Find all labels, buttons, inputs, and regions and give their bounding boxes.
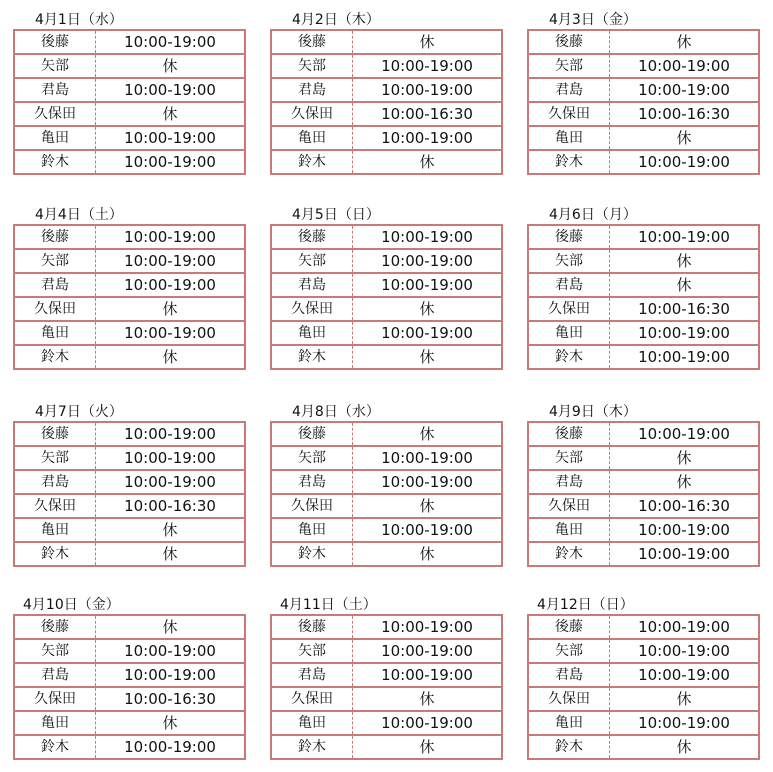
table-row	[271, 297, 502, 321]
staff-name: 後藤	[528, 225, 610, 249]
day-title: 4月11日（土）	[280, 597, 377, 613]
staff-name: 亀田	[14, 126, 96, 150]
shift-hours: 休	[419, 425, 435, 443]
staff-name: 君島	[271, 663, 353, 687]
staff-name: 矢部	[14, 639, 96, 663]
shift-hours: 休	[162, 618, 178, 636]
table-row	[528, 494, 759, 518]
staff-name: 亀田	[271, 321, 353, 345]
table-row	[14, 687, 245, 711]
day-title: 4月8日（水）	[292, 404, 380, 420]
day-title: 4月5日（日）	[292, 207, 380, 223]
table-row	[271, 615, 502, 639]
table-row	[14, 321, 245, 345]
staff-name: 君島	[271, 78, 353, 102]
schedule-table	[527, 614, 760, 760]
day-schedule	[270, 597, 503, 760]
day-title: 4月12日（日）	[537, 597, 634, 613]
table-row	[528, 126, 759, 150]
day-title: 4月2日（木）	[292, 12, 380, 28]
staff-name: 矢部	[528, 639, 610, 663]
shift-hours: 10:00-19:00	[124, 228, 216, 246]
table-row	[271, 663, 502, 687]
table-row	[271, 711, 502, 735]
table-row	[528, 54, 759, 78]
table-row	[528, 30, 759, 54]
shift-hours: 10:00-19:00	[610, 518, 760, 542]
staff-name: 鈴木	[271, 735, 353, 759]
day-schedule	[13, 207, 246, 370]
shift-hours: 10:00-19:00	[610, 321, 760, 345]
day-schedule	[13, 12, 246, 175]
table-row	[271, 470, 502, 494]
staff-name: 亀田	[271, 126, 353, 150]
staff-name: 鈴木	[14, 345, 96, 369]
table-row	[528, 711, 759, 735]
table-row	[528, 639, 759, 663]
shift-hours: 10:00-19:00	[610, 663, 760, 687]
staff-name: 後藤	[271, 422, 353, 446]
shift-hours: 10:00-19:00	[96, 470, 246, 494]
shift-hours: 休	[610, 273, 760, 297]
table-row	[14, 225, 245, 249]
schedule-table	[270, 29, 503, 175]
table-row	[14, 30, 245, 54]
table-row	[528, 249, 759, 273]
schedule-table	[527, 421, 760, 567]
shift-hours: 10:00-19:00	[96, 126, 246, 150]
shift-hours: 休	[610, 446, 760, 470]
shift-hours: 10:00-19:00	[638, 425, 730, 443]
staff-name: 後藤	[271, 225, 353, 249]
staff-name: 矢部	[14, 446, 96, 470]
shift-hours: 10:00-19:00	[610, 78, 760, 102]
day-schedule	[527, 404, 760, 567]
table-row	[271, 321, 502, 345]
shift-hours: 10:00-19:00	[353, 321, 503, 345]
table-row	[14, 273, 245, 297]
staff-name: 矢部	[271, 54, 353, 78]
shift-hours: 休	[676, 33, 692, 51]
table-row	[271, 54, 502, 78]
table-row	[528, 78, 759, 102]
staff-name: 矢部	[528, 54, 610, 78]
staff-name: 久保田	[271, 297, 353, 321]
staff-name: 後藤	[14, 225, 96, 249]
table-row	[271, 639, 502, 663]
shift-hours: 10:00-16:30	[96, 687, 246, 711]
day-schedule	[527, 12, 760, 175]
table-row	[14, 711, 245, 735]
day-title: 4月9日（木）	[549, 404, 637, 420]
staff-name: 亀田	[528, 321, 610, 345]
day-schedule	[270, 404, 503, 567]
shift-hours: 10:00-19:00	[610, 54, 760, 78]
shift-hours: 休	[610, 735, 760, 759]
shift-hours: 10:00-19:00	[353, 446, 503, 470]
shift-hours: 休	[610, 249, 760, 273]
schedule-table	[270, 224, 503, 370]
shift-hours: 休	[96, 518, 246, 542]
staff-name: 矢部	[14, 249, 96, 273]
table-row	[271, 126, 502, 150]
table-row	[271, 735, 502, 759]
shift-hours: 休	[610, 126, 760, 150]
table-row	[271, 494, 502, 518]
table-row	[271, 422, 502, 446]
shift-hours: 10:00-19:00	[353, 663, 503, 687]
staff-name: 久保田	[528, 687, 610, 711]
shift-hours: 10:00-19:00	[96, 663, 246, 687]
staff-name: 後藤	[528, 615, 610, 639]
table-row	[528, 321, 759, 345]
staff-name: 後藤	[528, 422, 610, 446]
table-row	[528, 687, 759, 711]
table-row	[14, 345, 245, 369]
shift-hours: 10:00-19:00	[96, 78, 246, 102]
table-row	[14, 249, 245, 273]
shift-hours: 10:00-19:00	[638, 618, 730, 636]
staff-name: 鈴木	[271, 345, 353, 369]
table-row	[271, 518, 502, 542]
shift-hours: 10:00-19:00	[381, 618, 473, 636]
table-row	[528, 273, 759, 297]
table-row	[14, 663, 245, 687]
shift-hours: 休	[610, 687, 760, 711]
shift-hours: 10:00-19:00	[96, 150, 246, 174]
day-title: 4月1日（水）	[35, 12, 123, 28]
staff-name: 鈴木	[528, 542, 610, 566]
table-row	[14, 126, 245, 150]
shift-hours: 10:00-19:00	[638, 228, 730, 246]
shift-hours: 休	[96, 542, 246, 566]
table-row	[271, 345, 502, 369]
staff-name: 君島	[14, 78, 96, 102]
table-row	[14, 494, 245, 518]
shift-hours: 10:00-16:30	[610, 297, 760, 321]
table-row	[14, 470, 245, 494]
staff-name: 久保田	[14, 297, 96, 321]
schedule-table	[13, 421, 246, 567]
shift-hours: 休	[353, 297, 503, 321]
staff-name: 君島	[528, 663, 610, 687]
staff-name: 鈴木	[528, 150, 610, 174]
table-row	[14, 78, 245, 102]
staff-name: 亀田	[271, 518, 353, 542]
day-schedule	[527, 207, 760, 370]
shift-hours: 10:00-19:00	[610, 150, 760, 174]
staff-name: 鈴木	[14, 735, 96, 759]
table-row	[271, 542, 502, 566]
shift-hours: 休	[96, 54, 246, 78]
shift-hours: 休	[353, 150, 503, 174]
staff-name: 久保田	[271, 494, 353, 518]
table-row	[271, 273, 502, 297]
table-row	[14, 54, 245, 78]
staff-name: 亀田	[528, 518, 610, 542]
staff-name: 矢部	[14, 54, 96, 78]
shift-hours: 10:00-19:00	[96, 249, 246, 273]
shift-hours: 10:00-19:00	[610, 542, 760, 566]
schedule-table	[13, 614, 246, 760]
staff-name: 後藤	[271, 615, 353, 639]
table-row	[14, 297, 245, 321]
staff-name: 鈴木	[271, 542, 353, 566]
table-row	[528, 150, 759, 174]
shift-hours: 10:00-19:00	[381, 228, 473, 246]
shift-hours: 10:00-19:00	[96, 639, 246, 663]
shift-hours: 10:00-19:00	[124, 33, 216, 51]
staff-name: 君島	[14, 470, 96, 494]
shift-hours: 10:00-16:30	[96, 494, 246, 518]
staff-name: 君島	[14, 663, 96, 687]
shift-hours: 10:00-19:00	[353, 273, 503, 297]
table-row	[14, 446, 245, 470]
shift-hours: 休	[353, 542, 503, 566]
staff-name: 後藤	[14, 30, 96, 54]
staff-name: 後藤	[271, 30, 353, 54]
day-schedule	[270, 207, 503, 370]
day-title: 4月7日（火）	[35, 404, 123, 420]
table-row	[528, 297, 759, 321]
table-row	[528, 345, 759, 369]
day-title: 4月4日（土）	[35, 207, 123, 223]
shift-hours: 10:00-19:00	[124, 425, 216, 443]
staff-name: 亀田	[14, 711, 96, 735]
table-row	[14, 422, 245, 446]
staff-name: 久保田	[528, 494, 610, 518]
staff-name: 久保田	[271, 102, 353, 126]
staff-name: 鈴木	[528, 345, 610, 369]
table-row	[528, 446, 759, 470]
shift-hours: 休	[353, 494, 503, 518]
shift-hours: 10:00-19:00	[353, 639, 503, 663]
schedule-table	[270, 421, 503, 567]
staff-name: 鈴木	[14, 150, 96, 174]
staff-name: 君島	[271, 470, 353, 494]
shift-hours: 10:00-19:00	[353, 470, 503, 494]
table-row	[14, 150, 245, 174]
staff-name: 後藤	[14, 422, 96, 446]
staff-name: 久保田	[14, 494, 96, 518]
day-schedule	[13, 597, 246, 760]
staff-name: 亀田	[528, 711, 610, 735]
staff-name: 矢部	[528, 446, 610, 470]
shift-hours: 10:00-19:00	[610, 345, 760, 369]
table-row	[528, 225, 759, 249]
staff-name: 君島	[528, 78, 610, 102]
table-row	[14, 542, 245, 566]
staff-name: 矢部	[271, 639, 353, 663]
shift-hours: 休	[353, 735, 503, 759]
staff-name: 後藤	[528, 30, 610, 54]
day-schedule	[270, 12, 503, 175]
table-row	[14, 615, 245, 639]
staff-name: 亀田	[528, 126, 610, 150]
table-row	[271, 446, 502, 470]
staff-name: 鈴木	[528, 735, 610, 759]
table-row	[528, 518, 759, 542]
table-row	[528, 735, 759, 759]
table-row	[528, 422, 759, 446]
table-row	[528, 615, 759, 639]
shift-hours: 休	[610, 470, 760, 494]
table-row	[271, 150, 502, 174]
staff-name: 矢部	[271, 249, 353, 273]
staff-name: 久保田	[14, 102, 96, 126]
shift-hours: 休	[353, 345, 503, 369]
staff-name: 君島	[271, 273, 353, 297]
schedule-table	[13, 29, 246, 175]
shift-hours: 休	[419, 33, 435, 51]
staff-name: 亀田	[14, 518, 96, 542]
shift-hours: 休	[96, 102, 246, 126]
shift-hours: 10:00-19:00	[353, 518, 503, 542]
table-row	[528, 102, 759, 126]
shift-hours: 10:00-19:00	[96, 446, 246, 470]
schedule-table	[527, 224, 760, 370]
table-row	[271, 687, 502, 711]
staff-name: 久保田	[528, 297, 610, 321]
table-row	[271, 102, 502, 126]
shift-hours: 10:00-16:30	[610, 494, 760, 518]
table-row	[528, 542, 759, 566]
staff-name: 亀田	[271, 711, 353, 735]
shift-hours: 10:00-19:00	[353, 711, 503, 735]
table-row	[14, 735, 245, 759]
staff-name: 鈴木	[271, 150, 353, 174]
table-row	[14, 639, 245, 663]
shift-hours: 休	[96, 345, 246, 369]
schedule-table	[527, 29, 760, 175]
day-schedule	[527, 597, 760, 760]
staff-name: 矢部	[528, 249, 610, 273]
shift-hours: 10:00-19:00	[353, 78, 503, 102]
shift-hours: 10:00-19:00	[610, 639, 760, 663]
shift-hours: 休	[353, 687, 503, 711]
staff-name: 君島	[528, 470, 610, 494]
shift-hours: 10:00-16:30	[610, 102, 760, 126]
shift-hours: 10:00-19:00	[96, 321, 246, 345]
shift-hours: 10:00-19:00	[96, 273, 246, 297]
staff-name: 矢部	[271, 446, 353, 470]
shift-hours: 10:00-19:00	[610, 711, 760, 735]
shift-hours: 10:00-16:30	[353, 102, 503, 126]
staff-name: 君島	[528, 273, 610, 297]
staff-name: 鈴木	[14, 542, 96, 566]
table-row	[528, 470, 759, 494]
day-title: 4月3日（金）	[549, 12, 637, 28]
shift-hours: 休	[96, 711, 246, 735]
shift-hours: 休	[96, 297, 246, 321]
table-row	[271, 225, 502, 249]
staff-name: 久保田	[528, 102, 610, 126]
day-schedule	[13, 404, 246, 567]
schedule-table	[13, 224, 246, 370]
schedule-table	[270, 614, 503, 760]
table-row	[14, 102, 245, 126]
shift-hours: 10:00-19:00	[353, 249, 503, 273]
staff-name: 君島	[14, 273, 96, 297]
table-row	[271, 78, 502, 102]
shift-hours: 10:00-19:00	[96, 735, 246, 759]
table-row	[528, 663, 759, 687]
staff-name: 後藤	[14, 615, 96, 639]
staff-name: 亀田	[14, 321, 96, 345]
day-title: 4月6日（月）	[549, 207, 637, 223]
shift-hours: 10:00-19:00	[353, 126, 503, 150]
table-row	[271, 30, 502, 54]
shift-hours: 10:00-19:00	[353, 54, 503, 78]
staff-name: 久保田	[271, 687, 353, 711]
day-title: 4月10日（金）	[23, 597, 120, 613]
staff-name: 久保田	[14, 687, 96, 711]
table-row	[271, 249, 502, 273]
table-row	[14, 518, 245, 542]
